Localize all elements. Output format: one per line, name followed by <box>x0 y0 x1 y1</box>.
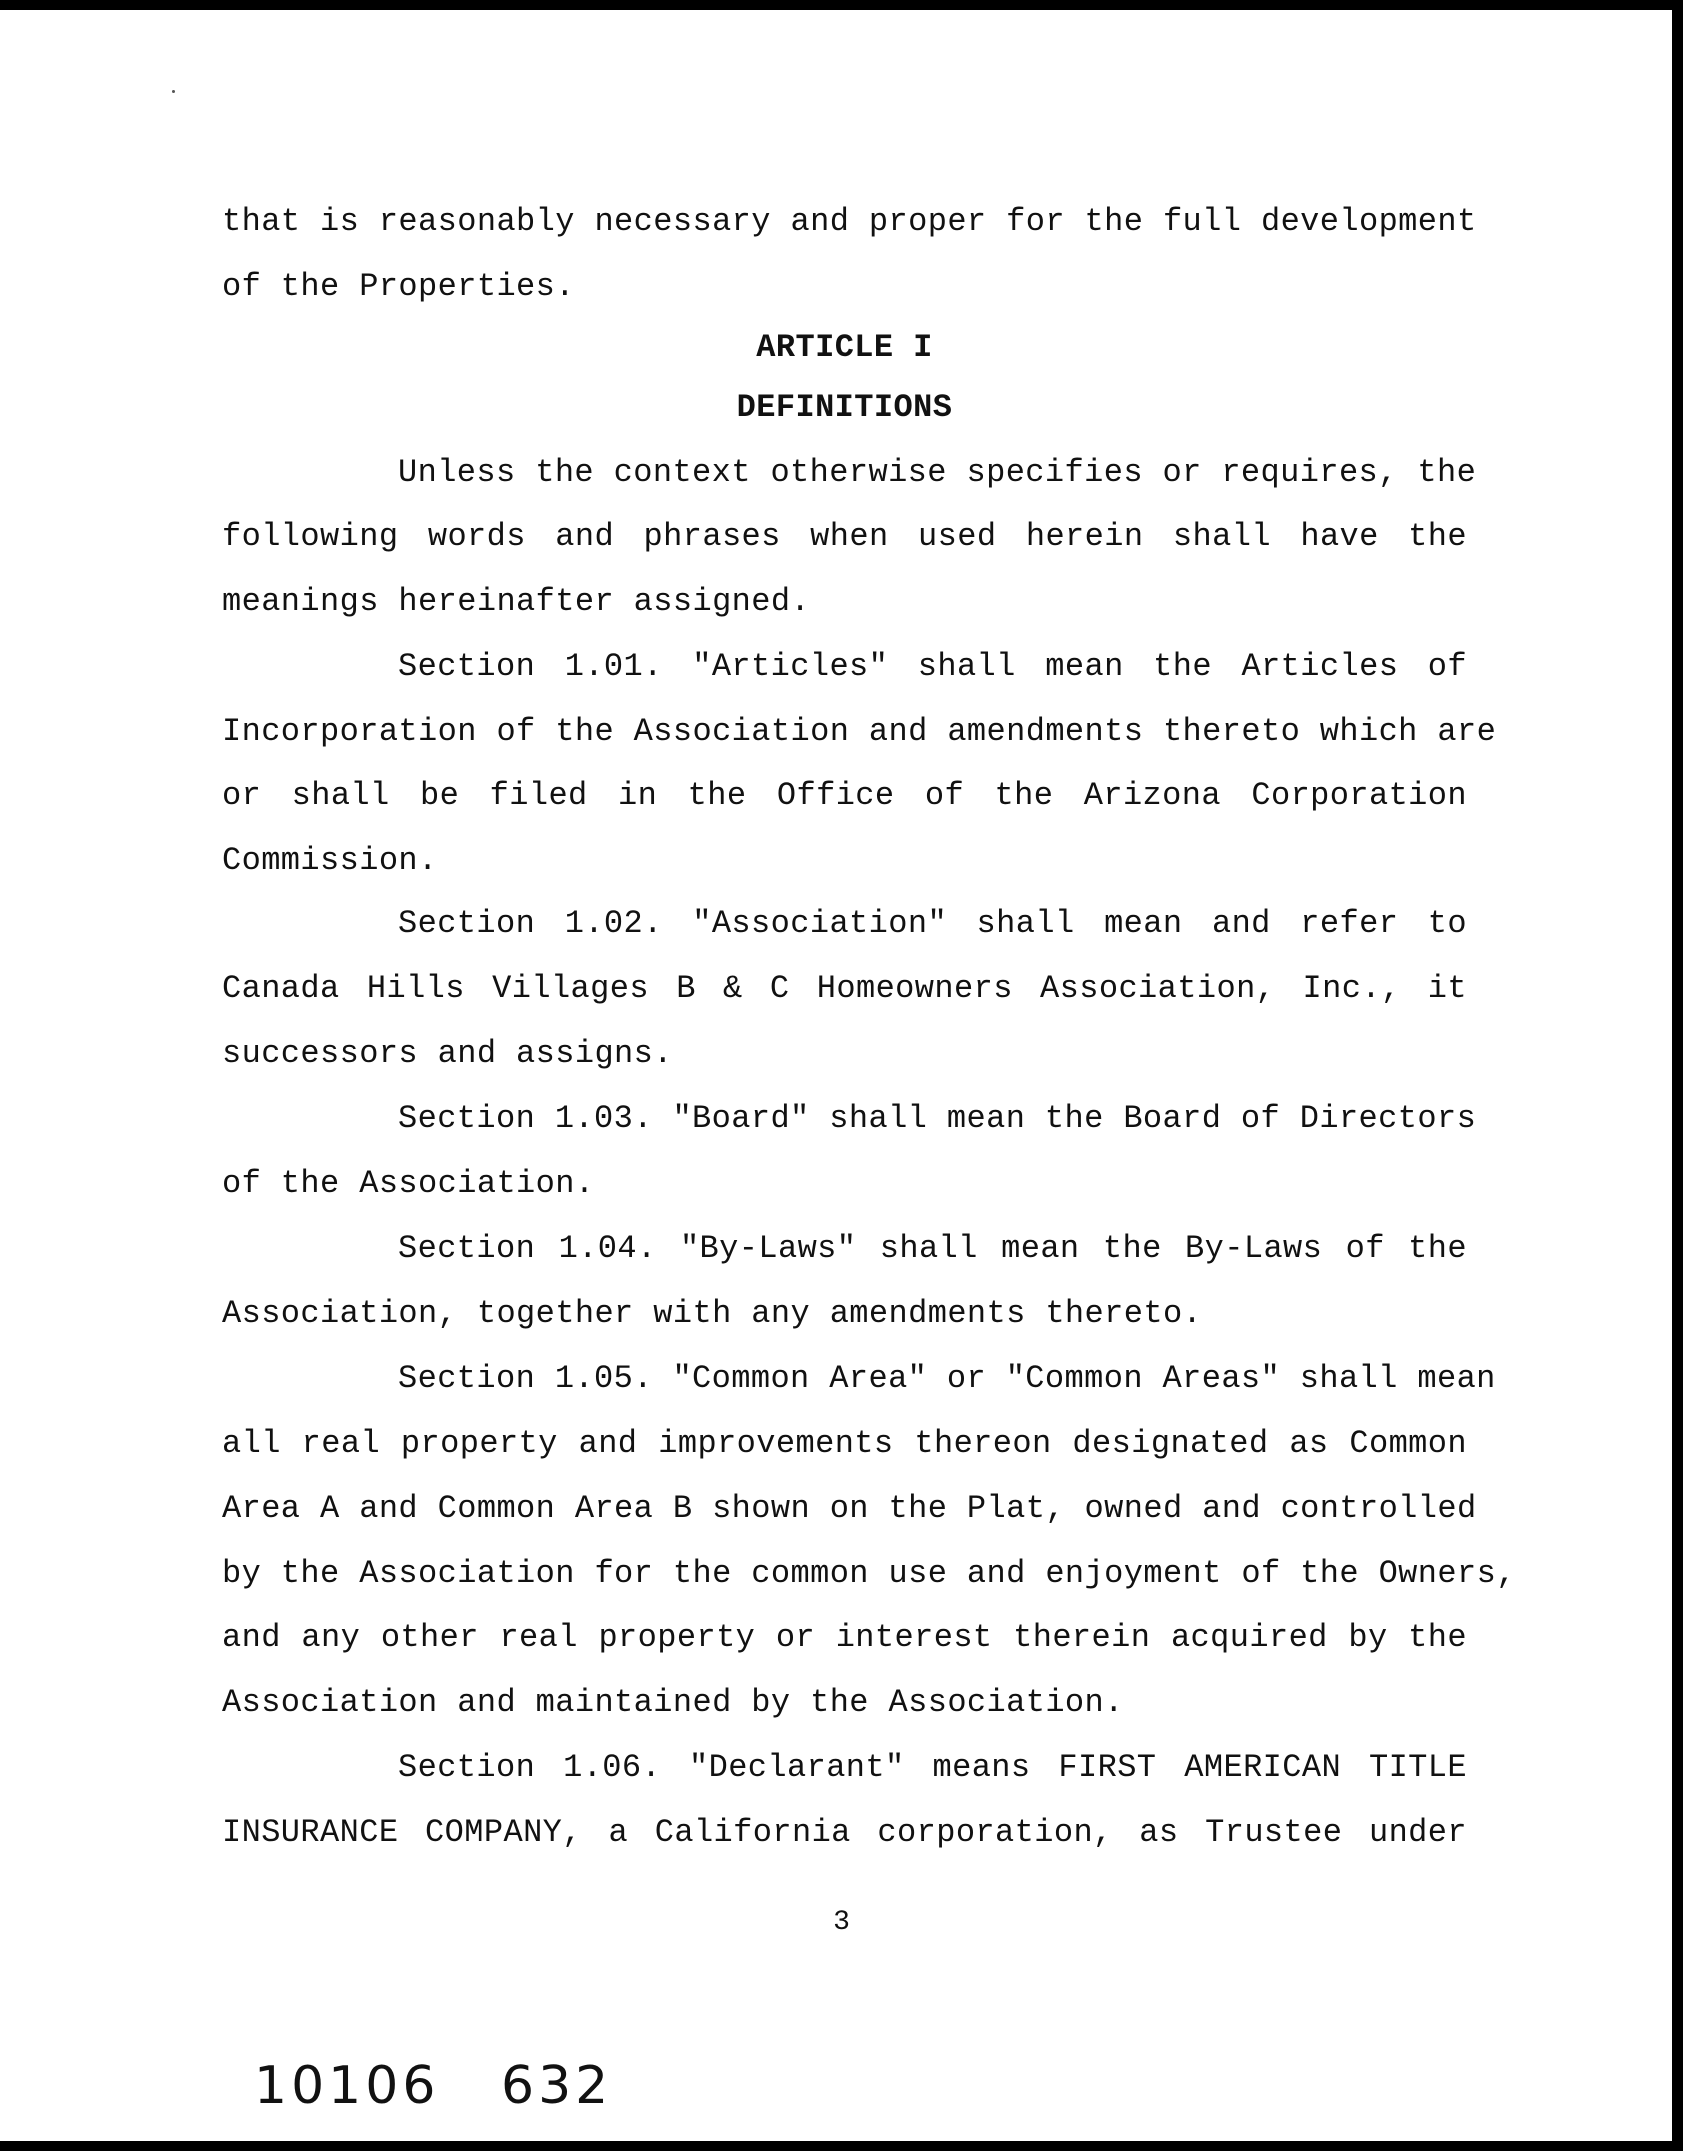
body-line: Canada Hills Villages B & C Homeowners Association, Inc., it <box>222 970 1467 1007</box>
document-page <box>0 10 1678 2141</box>
section-1-03-line: Section 1.03. "Board" shall mean the Board of Directors <box>398 1100 1477 1137</box>
body-line: by the Association for the common use and enjoyment of the Owners, <box>222 1555 1516 1592</box>
article-subtitle: DEFINITIONS <box>736 389 953 426</box>
page-number: 3 <box>833 1907 850 1938</box>
body-line: of the Association. <box>222 1165 595 1202</box>
section-1-02-line: Section 1.02. "Association" shall mean and refer to <box>398 905 1467 942</box>
body-line: INSURANCE COMPANY, a California corporation, as Trustee under <box>222 1814 1467 1851</box>
body-line: of the Properties. <box>222 268 575 305</box>
section-1-05-line: Section 1.05. "Common Area" or "Common Areas" shall mean <box>398 1360 1496 1397</box>
section-1-01-line: Section 1.01. "Articles" shall mean the Articles of <box>398 648 1467 685</box>
body-line: Association and maintained by the Association. <box>222 1684 1124 1721</box>
body-line: or shall be filed in the Office of the Arizona Corporation <box>222 777 1467 814</box>
body-line: Area A and Common Area B shown on the Plat, owned and controlled <box>222 1490 1477 1527</box>
record-number: 10106 632 <box>254 2056 613 2116</box>
body-line: meanings hereinafter assigned. <box>222 583 811 620</box>
scan-speck <box>172 90 175 93</box>
body-line: Incorporation of the Association and amendments thereto which are <box>222 713 1497 750</box>
body-line: Commission. <box>222 842 438 879</box>
body-line: all real property and improvements thereon designated as Common <box>222 1425 1467 1462</box>
section-1-06-line: Section 1.06. "Declarant" means FIRST AMERICAN TITLE <box>398 1749 1467 1786</box>
body-line: successors and assigns. <box>222 1035 673 1072</box>
body-line: Unless the context otherwise specifies or requires, the <box>398 454 1477 491</box>
article-title: ARTICLE I <box>756 329 933 366</box>
section-1-04-line: Section 1.04. "By-Laws" shall mean the By-Laws of the <box>398 1230 1467 1267</box>
body-line: that is reasonably necessary and proper for the full development <box>222 203 1477 240</box>
body-line: Association, together with any amendments thereto. <box>222 1295 1203 1332</box>
body-line: following words and phrases when used herein shall have the <box>222 518 1467 555</box>
body-line: and any other real property or interest therein acquired by the <box>222 1619 1467 1656</box>
